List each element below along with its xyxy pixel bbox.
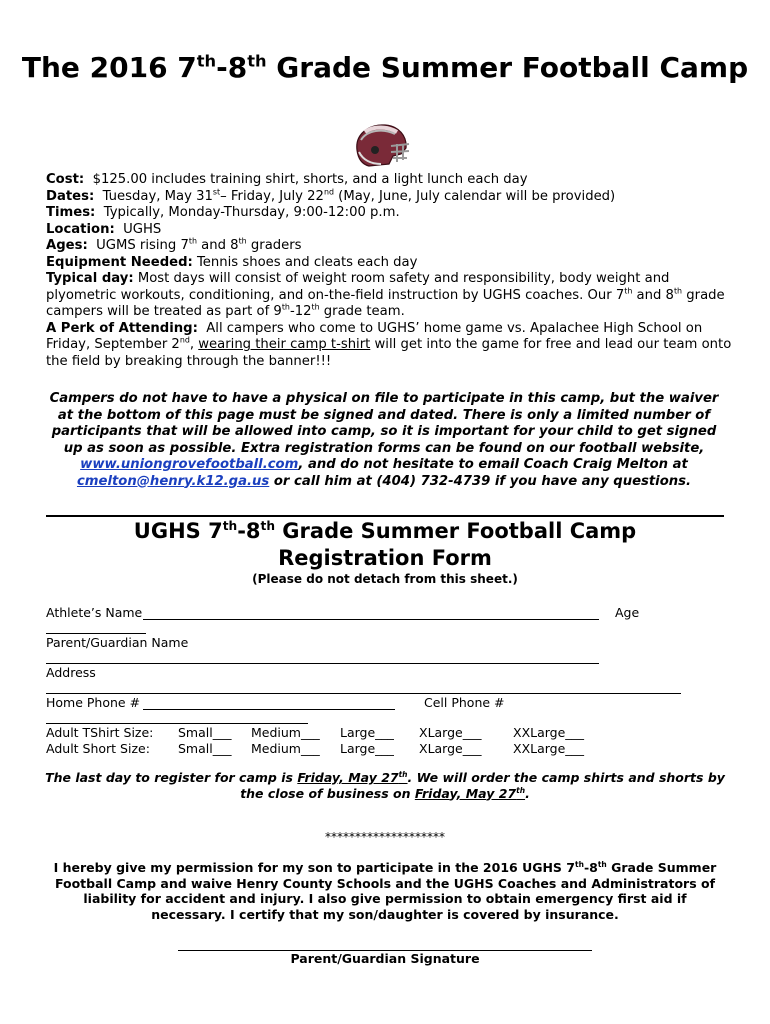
tshirt-size-medium[interactable]: Medium___ [251, 725, 320, 740]
short-size-small[interactable]: Small___ [178, 741, 232, 756]
registration-title: UGHS 7th-8th Grade Summer Football Camp Registration Form [133, 519, 637, 570]
email-link[interactable]: cmelton@henry.k12.ga.us [76, 473, 270, 489]
athlete-name-label: Athlete’s Name [46, 605, 143, 620]
website-link[interactable]: www.uniongrovefootball.com [80, 457, 299, 472]
tshirt-size-label: Adult TShirt Size: [46, 725, 154, 740]
tshirt-size-xlarge[interactable]: XLarge___ [419, 725, 482, 740]
tshirt-size-large[interactable]: Large___ [340, 725, 394, 740]
age-label: Age [615, 605, 640, 620]
parent-name-label: Parent/Guardian Name [46, 635, 189, 650]
short-size-medium[interactable]: Medium___ [251, 741, 320, 756]
equipment-line: Equipment Needed: Tennis shoes and cleats each day [46, 254, 418, 270]
parent-name-field[interactable] [46, 663, 599, 664]
age-field[interactable] [46, 633, 146, 634]
athlete-name-field[interactable] [143, 619, 599, 620]
helmet-icon [351, 120, 411, 170]
address-field[interactable] [46, 693, 681, 694]
last-day-notice: The last day to register for camp is Friday, May 27th. We will order the camp shirts and shorts by the close of business on Friday, May 27th. [45, 769, 725, 801]
perk-line: A Perk of Attending: All campers who come to UGHS’ home game vs. Apalachee High School on Friday, September 2nd, wearing their camp t-shirt will get into the game for free and lead our team onto the field by breaking through the banner!!! [46, 320, 732, 369]
cost-line: Cost: $125.00 includes training shirt, shorts, and a light lunch each day [46, 172, 528, 187]
signature-label: Parent/Guardian Signature [290, 951, 480, 966]
short-size-xxlarge[interactable]: XXLarge___ [513, 741, 585, 756]
tshirt-size-xxlarge[interactable]: XXLarge___ [513, 725, 585, 740]
short-size-label: Adult Short Size: [46, 741, 150, 756]
short-size-xlarge[interactable]: XLarge___ [419, 741, 482, 756]
dates-line: Dates: Tuesday, May 31st– Friday, July 22nd (May, June, July calendar will be provided) [46, 187, 616, 204]
section-divider [46, 515, 724, 517]
home-phone-field[interactable] [143, 709, 395, 710]
page-title: The 2016 7th-8th Grade Summer Football Camp [21, 51, 749, 84]
tshirt-size-small[interactable]: Small___ [178, 725, 232, 740]
short-size-large[interactable]: Large___ [340, 741, 394, 756]
notice-paragraph: Campers do not have to have a physical on file to participate in this camp, but the waiver at the bottom of this page must be signed and dated. There is only a limited number of participants that will be allowed into camp, so it is important for your child to get signed up as soon as possible. Extra registration forms can be found on our football website, www.uniongrovefootball.com, and do not hesitate to email Coach Craig Melton at cmelton@henry.k12.ga.us or call him at (404) 732-4739 if you have any questions. [49, 391, 719, 489]
times-line: Times: Typically, Monday-Thursday, 9:00-12:00 p.m. [46, 205, 400, 220]
separator-stars: ******************** [325, 830, 445, 844]
registration-subtitle: (Please do not detach from this sheet.) [252, 572, 518, 586]
typical-day-line: Typical day: Most days will consist of weight room safety and responsibility, body weight and plyometric workouts, conditioning, and on-the-field instruction by UGHS coaches. Our 7th and 8th grade campers will be treated as part of 9th-12th grade team. [46, 271, 725, 319]
location-line: Location: UGHS [46, 221, 162, 237]
ages-line: Ages: UGMS rising 7th and 8th graders [46, 236, 302, 253]
address-label: Address [46, 665, 96, 680]
cell-phone-field[interactable] [46, 723, 308, 724]
camp-info [46, 172, 736, 370]
home-phone-label: Home Phone # [46, 695, 141, 710]
permission-statement: I hereby give my permission for my son to participate in the 2016 UGHS 7th-8th Grade Summer Football Camp and waive Henry County Schools and the UGHS Coaches and Administrators of liability for accident and injury. I also give permission to obtain emergency first aid if necessary. I certify that my son/daughter is covered by insurance. [53, 859, 717, 922]
cell-phone-label: Cell Phone # [424, 695, 505, 710]
